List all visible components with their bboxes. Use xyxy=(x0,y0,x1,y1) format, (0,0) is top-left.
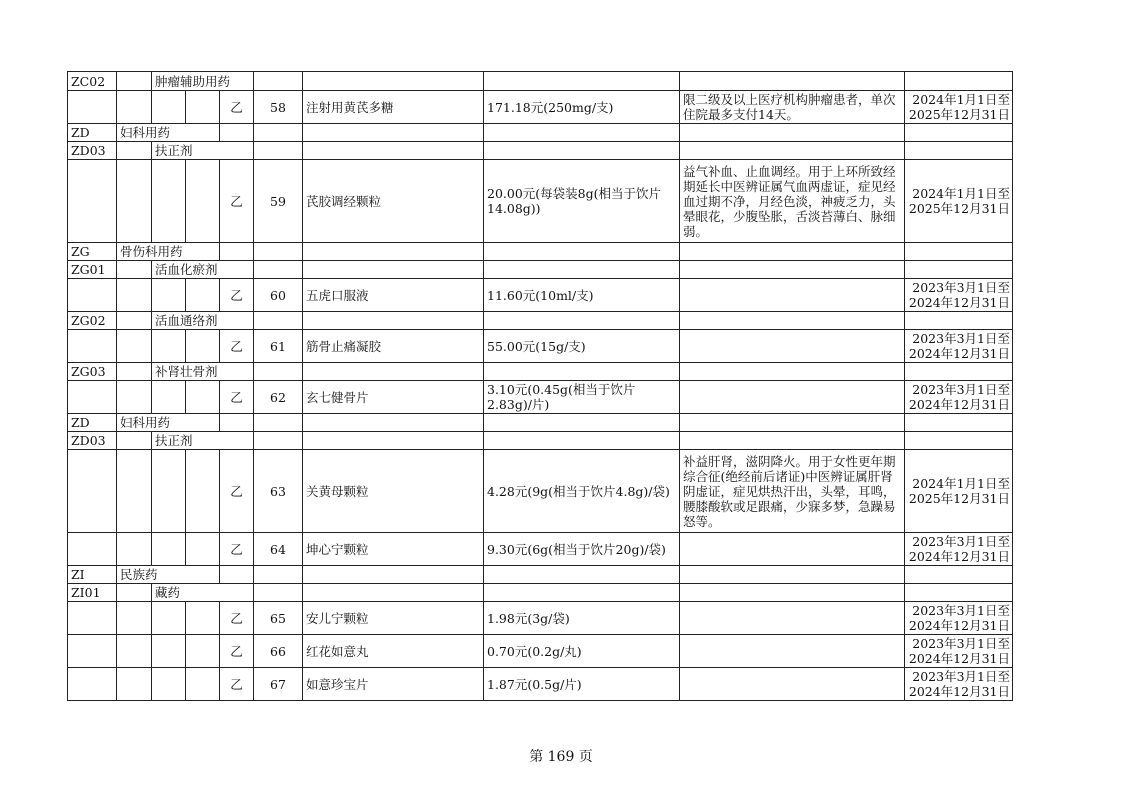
empty-cell xyxy=(254,312,303,330)
category-name: 扶正剂 xyxy=(152,432,254,450)
empty-cell xyxy=(254,72,303,91)
drug-number: 65 xyxy=(254,602,303,635)
drug-spec-price: 55.00元(15g/支) xyxy=(484,330,680,363)
drug-remark xyxy=(680,330,905,363)
empty-cell xyxy=(680,142,905,160)
empty-cell xyxy=(254,243,303,261)
empty-cell xyxy=(68,668,117,701)
drug-name: 芪胶调经颗粒 xyxy=(303,160,484,243)
empty-cell xyxy=(186,279,220,312)
drug-grade: 乙 xyxy=(220,450,254,533)
drug-spec-price: 3.10元(0.45g(相当于饮片2.83g)/片) xyxy=(484,381,680,414)
drug-number: 67 xyxy=(254,668,303,701)
empty-cell xyxy=(905,566,1013,584)
payment-period: 2024年1月1日至2025年12月31日 xyxy=(905,450,1013,533)
drug-remark xyxy=(680,668,905,701)
empty-cell xyxy=(254,584,303,602)
category-name: 扶正剂 xyxy=(152,142,254,160)
empty-cell xyxy=(905,584,1013,602)
empty-cell xyxy=(117,432,152,450)
category-row xyxy=(68,72,1013,91)
category-code: ZI01 xyxy=(68,584,117,602)
category-row xyxy=(68,432,1013,450)
empty-cell xyxy=(254,432,303,450)
page-number: 第 169 页 xyxy=(529,749,593,765)
empty-cell xyxy=(680,72,905,91)
empty-cell xyxy=(680,312,905,330)
drug-name: 安儿宁颗粒 xyxy=(303,602,484,635)
empty-cell xyxy=(303,566,484,584)
empty-cell xyxy=(680,566,905,584)
empty-cell xyxy=(117,635,152,668)
empty-cell xyxy=(152,160,186,243)
category-code: ZG02 xyxy=(68,312,117,330)
drug-name: 关黄母颗粒 xyxy=(303,450,484,533)
empty-cell xyxy=(680,432,905,450)
drug-remark: 补益肝肾，滋阴降火。用于女性更年期综合征(绝经前后诸证)中医辨证属肝肾阴虚证，症见烘热汗出，头晕，耳鸣，腰膝酸软或足跟痛，少寐多梦，急躁易怒等。 xyxy=(680,450,905,533)
empty-cell xyxy=(303,432,484,450)
empty-cell xyxy=(905,312,1013,330)
payment-period: 2023年3月1日至2024年12月31日 xyxy=(905,279,1013,312)
empty-cell xyxy=(68,279,117,312)
drug-row xyxy=(68,91,1013,124)
drug-grade: 乙 xyxy=(220,160,254,243)
empty-cell xyxy=(303,243,484,261)
payment-period: 2023年3月1日至2024年12月31日 xyxy=(905,602,1013,635)
payment-period: 2023年3月1日至2024年12月31日 xyxy=(905,533,1013,566)
empty-cell xyxy=(484,584,680,602)
empty-cell xyxy=(186,160,220,243)
empty-cell xyxy=(680,261,905,279)
category-row xyxy=(68,142,1013,160)
empty-cell xyxy=(68,635,117,668)
empty-cell xyxy=(484,72,680,91)
empty-cell xyxy=(303,124,484,142)
category-code: ZD xyxy=(68,414,117,432)
drug-row xyxy=(68,602,1013,635)
category-code: ZD xyxy=(68,124,117,142)
drug-row xyxy=(68,279,1013,312)
drug-name: 坤心宁颗粒 xyxy=(303,533,484,566)
empty-cell xyxy=(905,261,1013,279)
empty-cell xyxy=(484,432,680,450)
drug-remark: 限二级及以上医疗机构肿瘤患者，单次住院最多支付14天。 xyxy=(680,91,905,124)
drug-name: 红花如意丸 xyxy=(303,635,484,668)
empty-cell xyxy=(484,312,680,330)
empty-cell xyxy=(152,279,186,312)
category-name: 妇科用药 xyxy=(117,414,220,432)
empty-cell xyxy=(68,330,117,363)
empty-cell xyxy=(186,533,220,566)
drug-spec-price: 1.98元(3g/袋) xyxy=(484,602,680,635)
drug-remark xyxy=(680,279,905,312)
drug-grade: 乙 xyxy=(220,533,254,566)
empty-cell xyxy=(152,450,186,533)
drug-grade: 乙 xyxy=(220,330,254,363)
empty-cell xyxy=(117,584,152,602)
empty-cell xyxy=(117,279,152,312)
empty-cell xyxy=(68,602,117,635)
category-code: ZI xyxy=(68,566,117,584)
drug-number: 64 xyxy=(254,533,303,566)
empty-cell xyxy=(680,363,905,381)
drug-name: 五虎口服液 xyxy=(303,279,484,312)
empty-cell xyxy=(484,142,680,160)
drug-number: 59 xyxy=(254,160,303,243)
empty-cell xyxy=(68,450,117,533)
drug-row xyxy=(68,668,1013,701)
empty-cell xyxy=(484,566,680,584)
empty-cell xyxy=(303,363,484,381)
category-name: 肿瘤辅助用药 xyxy=(152,72,254,91)
category-name: 妇科用药 xyxy=(117,124,220,142)
empty-cell xyxy=(303,261,484,279)
category-name: 补肾壮骨剂 xyxy=(152,363,254,381)
empty-cell xyxy=(484,363,680,381)
category-code: ZD03 xyxy=(68,432,117,450)
empty-cell xyxy=(68,533,117,566)
category-name: 活血通络剂 xyxy=(152,312,254,330)
empty-cell xyxy=(254,363,303,381)
empty-cell xyxy=(254,566,303,584)
category-code: ZG03 xyxy=(68,363,117,381)
drug-row xyxy=(68,635,1013,668)
empty-cell xyxy=(68,160,117,243)
drug-row xyxy=(68,381,1013,414)
drug-grade: 乙 xyxy=(220,635,254,668)
drug-number: 58 xyxy=(254,91,303,124)
drug-name: 筋骨止痛凝胶 xyxy=(303,330,484,363)
category-code: ZC02 xyxy=(68,72,117,91)
empty-cell xyxy=(117,363,152,381)
category-row xyxy=(68,312,1013,330)
empty-cell xyxy=(186,330,220,363)
drug-remark: 益气补血、止血调经。用于上环所致经期延长中医辨证属气血两虚证，症见经血过期不净，月经色淡，神疲乏力，头晕眼花，少腹坠胀，舌淡苔薄白、脉细弱。 xyxy=(680,160,905,243)
empty-cell xyxy=(186,635,220,668)
drug-spec-price: 0.70元(0.2g/丸) xyxy=(484,635,680,668)
empty-cell xyxy=(117,72,152,91)
table-body xyxy=(68,72,1013,701)
category-row xyxy=(68,124,1013,142)
empty-cell xyxy=(68,381,117,414)
empty-cell xyxy=(117,261,152,279)
empty-cell xyxy=(484,243,680,261)
drug-name: 注射用黄芪多糖 xyxy=(303,91,484,124)
drug-spec-price: 4.28元(9g(相当于饮片4.8g)/袋) xyxy=(484,450,680,533)
empty-cell xyxy=(117,668,152,701)
empty-cell xyxy=(680,584,905,602)
drug-spec-price: 20.00元(每袋装8g(相当于饮片14.08g)) xyxy=(484,160,680,243)
drug-name: 玄七健骨片 xyxy=(303,381,484,414)
drug-row xyxy=(68,330,1013,363)
category-row xyxy=(68,584,1013,602)
drug-grade: 乙 xyxy=(220,91,254,124)
empty-cell xyxy=(303,414,484,432)
empty-cell xyxy=(220,243,254,261)
drug-row xyxy=(68,450,1013,533)
empty-cell xyxy=(680,243,905,261)
empty-cell xyxy=(152,635,186,668)
category-row xyxy=(68,363,1013,381)
empty-cell xyxy=(905,124,1013,142)
empty-cell xyxy=(117,312,152,330)
drug-remark xyxy=(680,635,905,668)
empty-cell xyxy=(68,91,117,124)
empty-cell xyxy=(117,142,152,160)
empty-cell xyxy=(254,414,303,432)
empty-cell xyxy=(152,602,186,635)
drug-spec-price: 9.30元(6g(相当于饮片20g)/袋) xyxy=(484,533,680,566)
drug-number: 62 xyxy=(254,381,303,414)
empty-cell xyxy=(117,533,152,566)
category-code: ZD03 xyxy=(68,142,117,160)
empty-cell xyxy=(152,381,186,414)
category-code: ZG01 xyxy=(68,261,117,279)
empty-cell xyxy=(680,124,905,142)
empty-cell xyxy=(152,330,186,363)
empty-cell xyxy=(905,432,1013,450)
empty-cell xyxy=(254,142,303,160)
empty-cell xyxy=(484,414,680,432)
category-row xyxy=(68,261,1013,279)
drug-spec-price: 171.18元(250mg/支) xyxy=(484,91,680,124)
category-name: 活血化瘀剂 xyxy=(152,261,254,279)
empty-cell xyxy=(484,261,680,279)
empty-cell xyxy=(117,91,152,124)
drug-catalog-table xyxy=(67,71,1013,701)
drug-remark xyxy=(680,533,905,566)
payment-period: 2023年3月1日至2024年12月31日 xyxy=(905,381,1013,414)
drug-number: 61 xyxy=(254,330,303,363)
empty-cell xyxy=(254,124,303,142)
empty-cell xyxy=(117,602,152,635)
empty-cell xyxy=(220,414,254,432)
drug-spec-price: 11.60元(10ml/支) xyxy=(484,279,680,312)
empty-cell xyxy=(152,668,186,701)
category-name: 民族药 xyxy=(117,566,220,584)
drug-grade: 乙 xyxy=(220,381,254,414)
empty-cell xyxy=(117,381,152,414)
empty-cell xyxy=(186,381,220,414)
drug-grade: 乙 xyxy=(220,279,254,312)
empty-cell xyxy=(117,160,152,243)
category-name: 藏药 xyxy=(152,584,254,602)
empty-cell xyxy=(186,602,220,635)
category-row xyxy=(68,566,1013,584)
empty-cell xyxy=(186,450,220,533)
category-code: ZG xyxy=(68,243,117,261)
category-row xyxy=(68,414,1013,432)
drug-row xyxy=(68,533,1013,566)
empty-cell xyxy=(484,124,680,142)
payment-period: 2023年3月1日至2024年12月31日 xyxy=(905,668,1013,701)
empty-cell xyxy=(152,91,186,124)
drug-number: 60 xyxy=(254,279,303,312)
drug-grade: 乙 xyxy=(220,602,254,635)
empty-cell xyxy=(220,124,254,142)
empty-cell xyxy=(303,142,484,160)
empty-cell xyxy=(220,566,254,584)
drug-remark xyxy=(680,381,905,414)
empty-cell xyxy=(303,72,484,91)
drug-grade: 乙 xyxy=(220,668,254,701)
empty-cell xyxy=(117,450,152,533)
drug-name: 如意珍宝片 xyxy=(303,668,484,701)
category-name: 骨伤科用药 xyxy=(117,243,220,261)
payment-period: 2023年3月1日至2024年12月31日 xyxy=(905,635,1013,668)
empty-cell xyxy=(905,414,1013,432)
empty-cell xyxy=(303,312,484,330)
category-row xyxy=(68,243,1013,261)
empty-cell xyxy=(254,261,303,279)
empty-cell xyxy=(186,91,220,124)
empty-cell xyxy=(905,72,1013,91)
drug-row xyxy=(68,160,1013,243)
drug-remark xyxy=(680,602,905,635)
drug-spec-price: 1.87元(0.5g/片) xyxy=(484,668,680,701)
empty-cell xyxy=(117,330,152,363)
empty-cell xyxy=(905,142,1013,160)
empty-cell xyxy=(680,414,905,432)
empty-cell xyxy=(905,243,1013,261)
empty-cell xyxy=(303,584,484,602)
payment-period: 2023年3月1日至2024年12月31日 xyxy=(905,330,1013,363)
empty-cell xyxy=(152,533,186,566)
drug-number: 66 xyxy=(254,635,303,668)
empty-cell xyxy=(186,668,220,701)
payment-period: 2024年1月1日至2025年12月31日 xyxy=(905,160,1013,243)
drug-number: 63 xyxy=(254,450,303,533)
payment-period: 2024年1月1日至2025年12月31日 xyxy=(905,91,1013,124)
empty-cell xyxy=(905,363,1013,381)
